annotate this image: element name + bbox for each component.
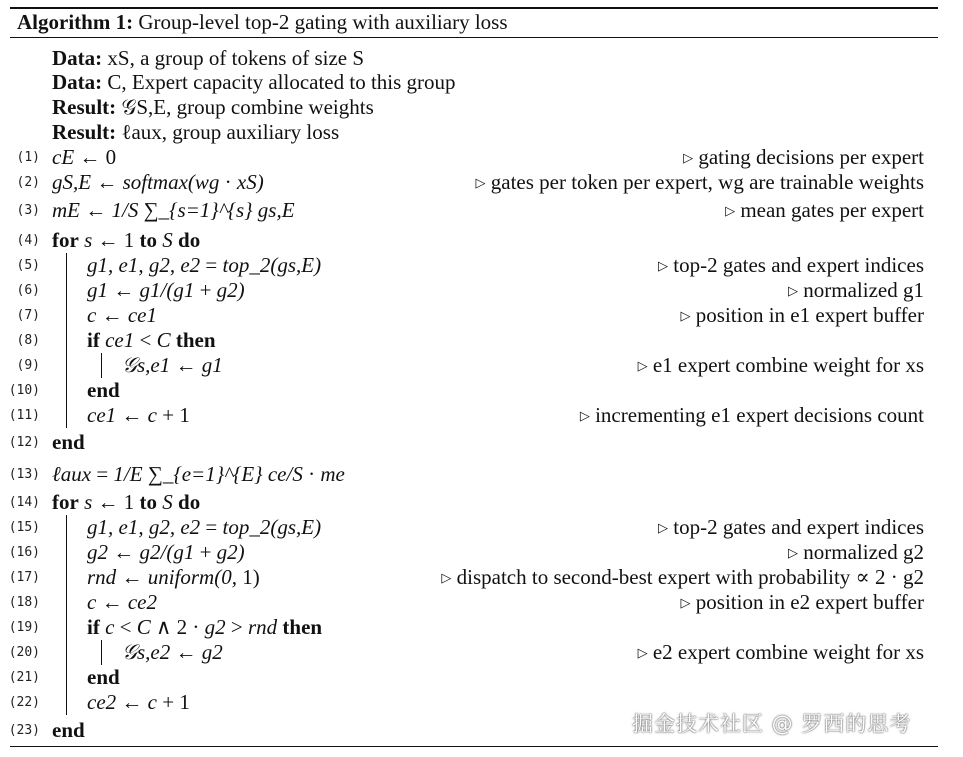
line-code: end	[52, 430, 85, 454]
title-rule	[10, 37, 938, 38]
comment-text: incrementing e1 expert decisions count	[595, 403, 924, 427]
line-comment	[658, 515, 924, 540]
indent-guide	[66, 665, 67, 690]
comment-marker-icon: ▷	[658, 520, 668, 535]
line-comment	[683, 145, 924, 170]
indent-guide	[66, 378, 67, 403]
line-number: (3)	[16, 203, 40, 218]
header-keyword: Data:	[52, 46, 103, 70]
header-content	[52, 95, 374, 120]
line-code: g2 ← g2/(g1 + g2)	[87, 540, 245, 564]
comment-text: normalized g2	[803, 540, 924, 564]
algorithm-line	[0, 590, 963, 615]
algorithm-line	[0, 640, 963, 665]
comment-marker-icon: ▷	[725, 203, 736, 218]
line-number: (5)	[16, 258, 40, 273]
header-keyword: Data:	[52, 70, 103, 94]
line-comment	[638, 353, 924, 378]
indent-guide	[66, 640, 67, 665]
algorithm-title	[17, 9, 508, 35]
indent-guide	[66, 303, 67, 328]
comment-text: top-2 gates and expert indices	[673, 253, 924, 277]
line-number: (1)	[16, 150, 40, 165]
line-number: (7)	[16, 308, 40, 323]
line-comment	[788, 540, 924, 565]
line-number: (15)	[8, 520, 40, 535]
comment-marker-icon: ▷	[788, 283, 799, 298]
line-number: (16)	[8, 545, 40, 560]
header-text: C, Expert capacity allocated to this group	[102, 70, 456, 94]
line-code: g1, e1, g2, e2 = top_2(gs,E)	[87, 253, 322, 277]
comment-text: position in e1 expert buffer	[695, 303, 924, 327]
algorithm-line	[0, 565, 963, 590]
indent-guide	[66, 615, 67, 640]
algorithm-line	[0, 198, 963, 223]
indent-guide	[66, 590, 67, 615]
comment-text: mean gates per expert	[740, 198, 924, 222]
algorithm-line	[0, 615, 963, 640]
comment-marker-icon: ▷	[680, 308, 691, 323]
algorithm-line	[0, 303, 963, 328]
indent-guide	[66, 540, 67, 565]
indent-guide	[66, 565, 67, 590]
line-comment	[580, 403, 924, 428]
line-number: (2)	[16, 175, 40, 190]
algorithm-header-line	[0, 46, 963, 71]
line-code: for s ← 1 to S do	[52, 228, 201, 252]
line-number: (12)	[8, 435, 40, 450]
line-number: (10)	[8, 383, 40, 398]
comment-marker-icon: ▷	[788, 545, 799, 560]
line-number: (9)	[16, 358, 40, 373]
line-code: end	[52, 718, 85, 742]
line-code: for s ← 1 to S do	[52, 490, 201, 514]
algorithm-header-line	[0, 95, 963, 120]
line-code: if ce1 < C then	[87, 328, 216, 352]
algorithm-line	[0, 665, 963, 690]
line-code: 𝒢s,e2 ← g2	[122, 640, 223, 664]
line-code: end	[87, 378, 120, 402]
indent-guide	[66, 690, 67, 715]
line-code: if c < C ∧ 2 · g2 > rnd then	[87, 615, 323, 639]
algorithm-header-line	[0, 120, 963, 145]
algorithm-line	[0, 403, 963, 428]
line-code: gS,E ← softmax(wg · xS)	[52, 170, 264, 194]
indent-guide	[66, 328, 67, 353]
header-keyword: Result:	[52, 120, 117, 144]
line-number: (23)	[8, 723, 40, 738]
comment-text: normalized g1	[803, 278, 924, 302]
line-comment	[681, 590, 924, 615]
line-code: c ← ce1	[87, 303, 157, 327]
algorithm-header-line	[0, 70, 963, 95]
header-text: ℓaux, group auxiliary loss	[116, 120, 340, 144]
indent-guide	[66, 278, 67, 303]
indent-guide	[66, 515, 67, 540]
comment-text: position in e2 expert buffer	[695, 590, 924, 614]
line-comment	[681, 303, 924, 328]
header-text: xS, a group of tokens of size S	[102, 46, 365, 70]
comment-marker-icon: ▷	[637, 358, 648, 373]
algorithm-line	[0, 490, 963, 515]
indent-guide	[101, 640, 102, 665]
comment-marker-icon: ▷	[680, 595, 691, 610]
line-number: (14)	[8, 495, 40, 510]
algorithm-line	[0, 328, 963, 353]
algorithm-line	[0, 353, 963, 378]
line-number: (21)	[8, 670, 40, 685]
line-code: mE ← 1/S ∑_{s=1}^{s} gs,E	[52, 198, 295, 222]
line-comment	[788, 278, 924, 303]
algorithm-line	[0, 278, 963, 303]
line-code: cE ← 0	[52, 145, 117, 169]
line-number: (17)	[8, 570, 40, 585]
line-comment	[441, 565, 924, 590]
algorithm-number: Algorithm 1:	[17, 10, 134, 34]
line-code: ce2 ← c + 1	[87, 690, 190, 714]
indent-guide	[66, 253, 67, 278]
line-number: (20)	[8, 645, 40, 660]
line-number: (13)	[8, 467, 40, 482]
line-number: (4)	[16, 233, 40, 248]
line-code: 𝒢s,e1 ← g1	[122, 353, 223, 377]
header-text: 𝒢S,E, group combine weights	[116, 95, 374, 119]
line-comment	[638, 640, 924, 665]
indent-guide	[101, 353, 102, 378]
comment-marker-icon: ▷	[475, 175, 486, 190]
comment-marker-icon: ▷	[658, 258, 668, 273]
line-code: c ← ce2	[87, 590, 157, 614]
algorithm-line	[0, 145, 963, 170]
comment-text: gates per token per expert, wg are trainable weights	[490, 170, 924, 194]
line-number: (19)	[8, 620, 40, 635]
indent-guide	[66, 353, 67, 378]
line-code: rnd ← uniform(0, 1)	[87, 565, 260, 589]
comment-text: e2 expert combine weight for xs	[652, 640, 924, 664]
line-comment	[725, 198, 924, 223]
header-content	[52, 70, 456, 95]
algorithm-line	[0, 462, 963, 487]
header-content	[52, 46, 364, 71]
line-comment	[476, 170, 925, 195]
comment-text: e1 expert combine weight for xs	[652, 353, 924, 377]
line-code: end	[87, 665, 120, 689]
comment-marker-icon: ▷	[579, 408, 590, 423]
algorithm-line	[0, 170, 963, 195]
comment-marker-icon: ▷	[683, 150, 694, 165]
comment-text: dispatch to second-best expert with probability ∝ 2 · g2	[456, 565, 924, 589]
algorithm-line	[0, 540, 963, 565]
algorithm-line	[0, 228, 963, 253]
line-number: (8)	[16, 333, 40, 348]
line-code: g1, e1, g2, e2 = top_2(gs,E)	[87, 515, 322, 539]
header-content	[52, 120, 339, 145]
watermark: 掘金技术社区 @ 罗西的思考	[632, 712, 912, 736]
algorithm-line	[0, 515, 963, 540]
line-code: g1 ← g1/(g1 + g2)	[87, 278, 245, 302]
comment-text: gating decisions per expert	[698, 145, 924, 169]
comment-marker-icon: ▷	[637, 645, 648, 660]
line-code: ℓaux = 1/E ∑_{e=1}^{E} ce/S · me	[52, 462, 345, 486]
algorithm-line	[0, 378, 963, 403]
line-comment	[658, 253, 924, 278]
bottom-rule	[10, 746, 938, 747]
line-number: (22)	[8, 695, 40, 710]
header-keyword: Result:	[52, 95, 117, 119]
comment-text: top-2 gates and expert indices	[673, 515, 924, 539]
algorithm-title-text: Group-level top-2 gating with auxiliary loss	[138, 10, 508, 34]
line-number: (6)	[16, 283, 40, 298]
line-number: (18)	[8, 595, 40, 610]
comment-marker-icon: ▷	[441, 570, 452, 585]
line-code: ce1 ← c + 1	[87, 403, 190, 427]
algorithm-line	[0, 253, 963, 278]
algorithm-line	[0, 430, 963, 455]
line-number: (11)	[8, 408, 40, 423]
indent-guide	[66, 403, 67, 428]
